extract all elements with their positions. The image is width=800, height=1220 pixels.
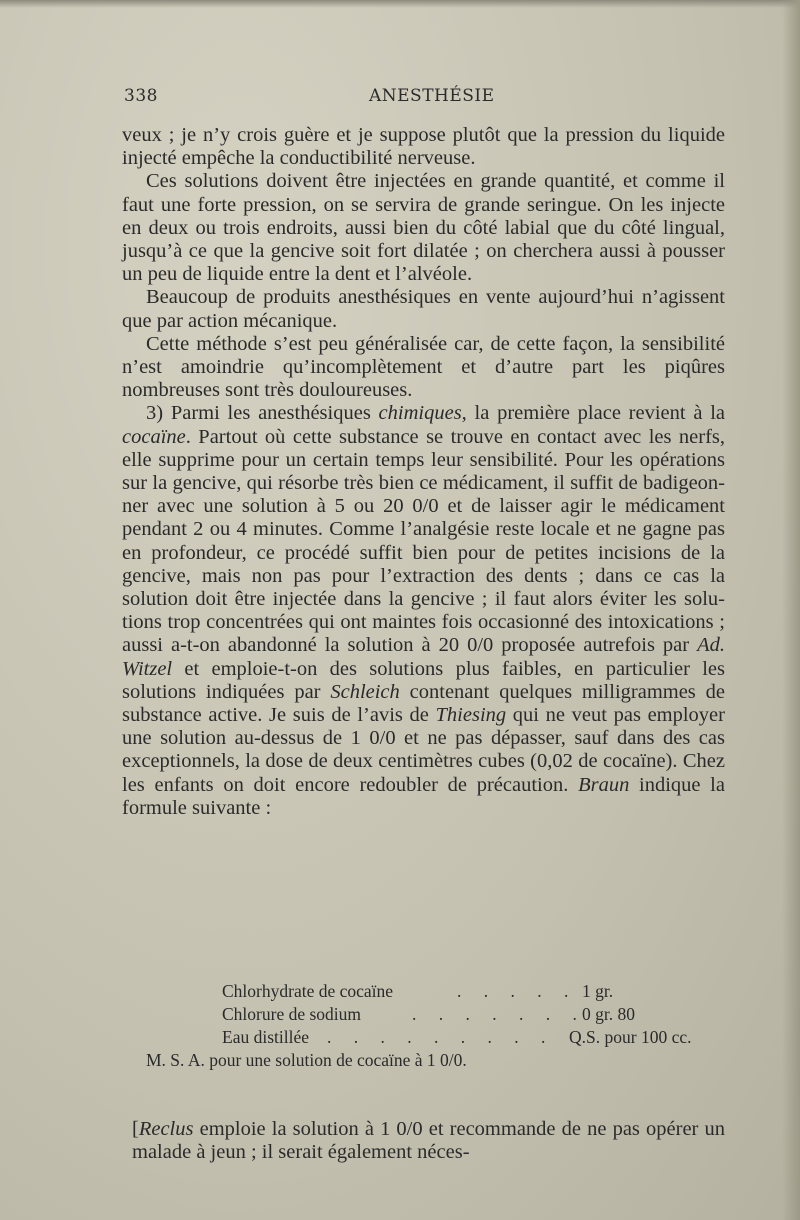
bracket: [ <box>132 1117 139 1140</box>
formula-row <box>122 1003 725 1026</box>
paragraph-method: Cette méthode s’est peu généralisée car, de cette façon, la sensibilité n’est amoindrie qu’incomplètement et d’autre part les piqûres nombreuses sont très douloureuses. <box>122 332 725 402</box>
italic-term: chimiques <box>378 402 462 425</box>
formula-row <box>122 980 725 1003</box>
text-run: , la première place revient à la <box>461 402 725 425</box>
paragraph-continuation: veux ; je n’y crois guère et je suppose plutôt que la pression du liquide injecté empêche la conductibilité nerveuse. <box>122 124 725 170</box>
italic-term: cocaïne <box>122 425 186 448</box>
formula-ingredient: Chlorhydrate de cocaïne <box>222 981 394 1001</box>
formula-row <box>122 1026 725 1049</box>
running-title: ANESTHÉSIE <box>369 86 495 106</box>
formula-leader: . . . . . <box>457 981 578 1001</box>
paragraph-chemical-anesthetics <box>122 402 725 820</box>
text-run: . Partout où cette substance se trouve en contact avec les nerfs, elle supprime pour un certain temps leur sensibilité. Pour les opérations sur la gencive, qui résorbe très bien ce médicament, il suffit de badigeonner avec une solution à 5 ou 20 0/0 et de laisser agir le médicament pendant 2 ou 4 minutes. Comme l’analgésie reste locale et ne gagne pas en profondeur, ce procédé suffit bien pour de petites incisions de la gencive, mais non pas pour l’extraction des dents ; dans ce cas la solution doit être injectée dans la gencive ; il faut alors éviter les solutions trop concentrées qui ont maintes fois occasionné des intoxications ; aussi a-t-on abandonné la solution à 20 0/0 proposée autrefois par <box>122 425 725 657</box>
formula-dose: 0 gr. 80 <box>582 1004 635 1024</box>
text-run: contenant quelques milligrammes de substance active. Je suis de l’avis de <box>122 680 725 727</box>
paragraph-reclus <box>132 1118 725 1164</box>
page-number: 338 <box>124 86 158 106</box>
formula-dose: 1 gr. <box>582 981 614 1001</box>
formula-dose: Q.S. pour 100 cc. <box>569 1027 692 1047</box>
formula-ingredient: Eau distillée <box>222 1027 309 1047</box>
italic-author: Ad. Witzel <box>122 634 725 680</box>
italic-author: Braun <box>578 773 630 796</box>
formula-block <box>122 980 725 1072</box>
paragraph-products: Beaucoup de produits anesthésiques en vente aujourd’hui n’agissent que par action mécanique. <box>122 286 725 332</box>
formula-ingredient: Chlorure de sodium <box>222 1004 362 1024</box>
page-header <box>122 86 722 108</box>
paragraph-injection: Ces solutions doivent être injectées en grande quantité, et comme il faut une forte pression, on se servira de grande seringue. On les injecte en deux ou trois endroits, aussi bien du côté labial que du côté lingual, jusqu’à ce que la gencive soit fort dilatée ; on cherchera aussi à pousser un peu de liquide entre la dent et l’alvéole. <box>122 170 725 286</box>
italic-author: Thiesing <box>435 704 507 727</box>
formula-row <box>122 1049 725 1072</box>
text-run: et emploie-t-on des solutions plus faibles, en particulier les solutions indiquées par <box>122 657 725 703</box>
formula-leader: . . . . . . . <box>412 1004 586 1024</box>
body-text <box>122 124 725 820</box>
italic-author: Reclus <box>138 1117 194 1140</box>
formula-instruction: M. S. A. pour une solution de cocaïne à 1 0/0. <box>146 1050 467 1070</box>
text-run: emploie la solution à 1 0/0 et recommande de ne pas opérer un malade à jeun ; il serait également néces- <box>132 1117 725 1163</box>
formula-leader: . . . . . . . . . <box>327 1027 555 1047</box>
text-run: 3) Parmi les anesthésiques <box>146 402 379 425</box>
italic-author: Schleich <box>330 680 400 703</box>
text-run: indique la formule suivante : <box>122 773 725 819</box>
text-run: qui ne veut pas employer une solution au-dessus de 1 0/0 et ne pas dépasser, sauf dans des cas exceptionnels, la dose de deux centimètres cubes (0,02 de cocaïne). Chez les enfants on doit encore redoubler de précaution. <box>122 704 725 796</box>
